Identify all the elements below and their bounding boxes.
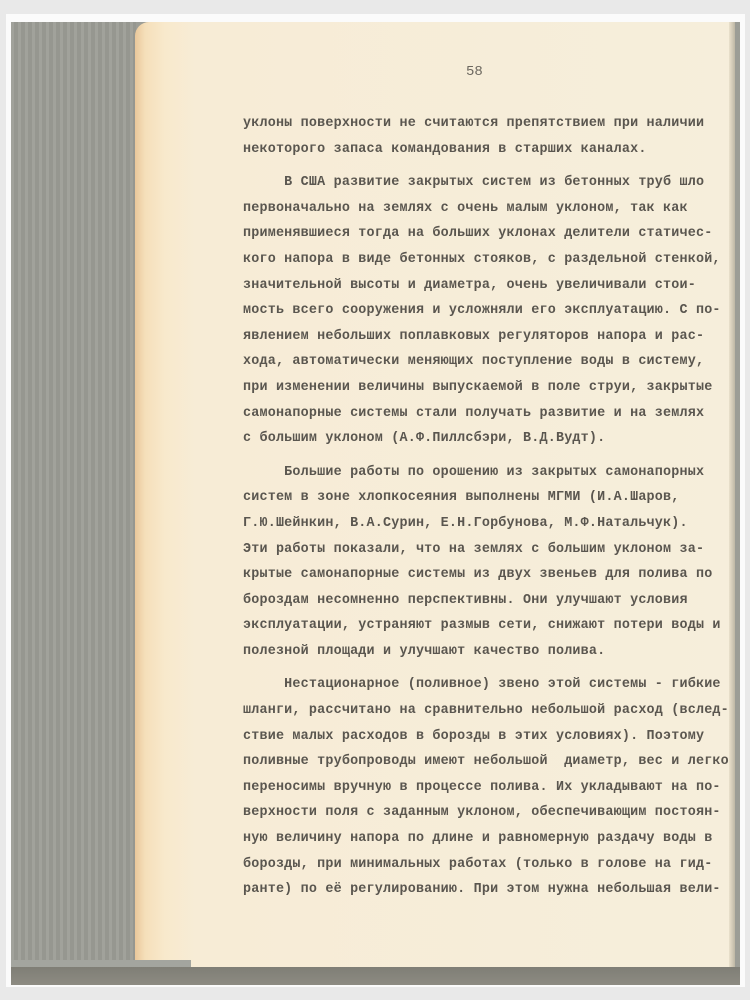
paragraph — [243, 672, 729, 902]
paragraph — [243, 111, 729, 162]
text-line: явлением небольших поплавковых регуляторов напора и рас- — [243, 328, 705, 344]
text-line: Большие работы по орошению из закрытых самонапорных — [243, 464, 705, 480]
text-line: уклоны поверхности не считаются препятствием при наличии — [243, 116, 705, 131]
text-line: ную величину напора по длине и равномерную раздачу воды в — [243, 831, 713, 847]
text-line: хода, автоматически меняющих поступление воды в систему, — [243, 354, 705, 370]
paragraph — [243, 460, 729, 665]
text-line: крытые самонапорные системы из двух звеньев для полива по — [243, 567, 713, 583]
text-line: полезной площади и улучшают качество полива. — [243, 643, 606, 659]
text-line: бороздам несомненно перспективны. Они улучшают условия — [243, 592, 688, 608]
text-line: ствие малых расходов в борозды в этих условиях). Поэтому — [243, 728, 705, 744]
text-line: борозды, при минимальных работах (только в голове на гид- — [243, 856, 713, 872]
text-line: применявшиеся тогда на больших уклонах делители статичес- — [243, 226, 713, 242]
text-line: Нестационарное (поливное) звено этой системы - гибкие — [243, 677, 721, 693]
text-line: значительной высоты и диаметра, очень увеличивали стои- — [243, 277, 696, 293]
text-line: шланги, рассчитано на сравнительно небольшой расход (вслед- — [243, 703, 729, 719]
text-line: В США развитие закрытых систем из бетонных труб шло — [243, 175, 705, 191]
text-line: Эти работы показали, что на землях с большим уклоном за- — [243, 541, 705, 557]
text-line: верхности поля с заданным уклоном, обеспечивающим постоян- — [243, 805, 721, 821]
text-line: первоначально на землях с очень малым уклоном, так как — [243, 200, 688, 216]
text-line: некоторого запаса командования в старших каналах. — [243, 141, 647, 157]
page-number: 58 — [466, 64, 483, 80]
text-line: Г.Ю.Шейнкин, В.А.Сурин, Е.Н.Горбунова, М.Ф.Натальчук). — [243, 515, 688, 531]
text-line: ранте) по её регулированию. При этом нужна небольшая вели- — [243, 882, 721, 898]
text-line: поливные трубопроводы имеют небольшой диаметр, вес и легко — [243, 754, 729, 770]
text-line: эксплуатации, устраняют размыв сети, снижают потери воды и — [243, 618, 721, 634]
text-line: кого напора в виде бетонных стояков, с раздельной стенкой, — [243, 251, 721, 267]
paper-edge — [729, 22, 735, 967]
scanner-bottom-band — [11, 967, 740, 985]
text-line: при изменении величины выпускаемой в поле струи, закрытые — [243, 379, 713, 395]
text-line: с большим уклоном (А.Ф.Пиллсбэри, В.Д.Вудт). — [243, 431, 606, 447]
text-line: систем в зоне хлопкосеяния выполнены МГМИ (И.А.Шаров, — [243, 490, 680, 506]
document-body — [243, 111, 729, 911]
text-line: переносимы вручную в процессе полива. Их укладывают на по- — [243, 779, 721, 795]
text-line: самонапорные системы стали получать развитие и на землях — [243, 405, 705, 421]
paragraph — [243, 170, 729, 452]
text-line: мость всего сооружения и усложняли его эксплуатацию. С по- — [243, 303, 721, 319]
scanner-shadow — [11, 22, 136, 985]
